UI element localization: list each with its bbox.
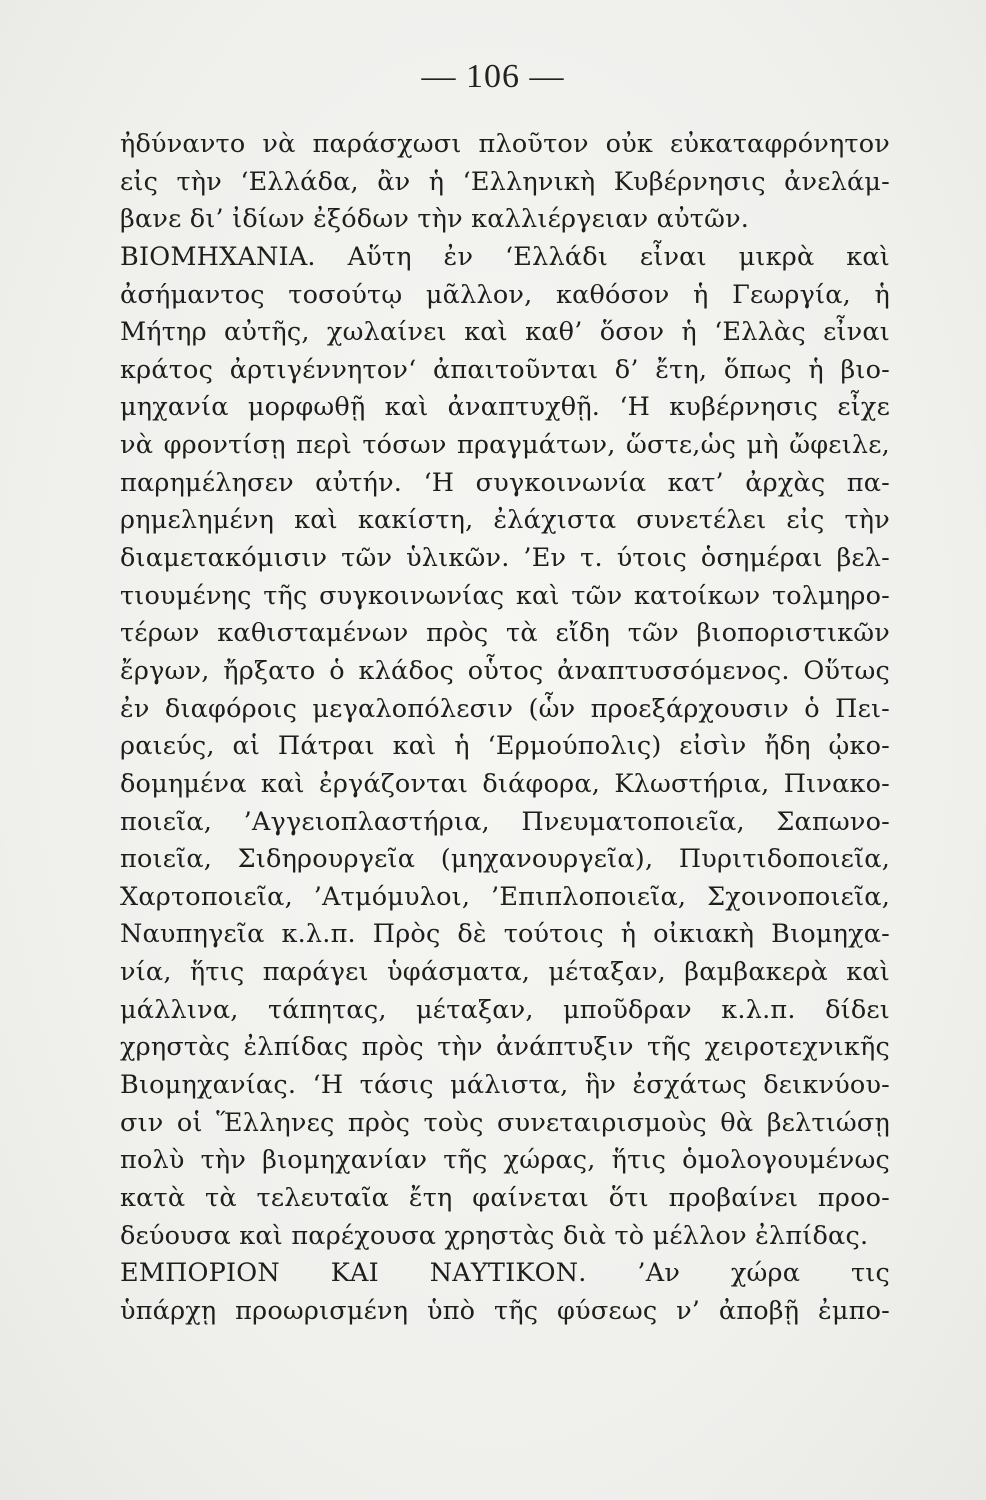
text-line: τέρων καθισταμένων πρὸς τὰ εἴδη τῶν βιοποριστικῶν [120, 618, 890, 649]
text-line: εἰς τὴν ‘Ελλάδα, ἂν ἡ ‘Ελληνικὴ Κυβέρνησις ἀνελάμ- [120, 166, 890, 197]
text-line: ποιεῖα, ’Αγγειοπλαστήρια, Πνευματοποιεῖα, Σαπωνο- [120, 806, 890, 837]
text-line: παρημέλησεν αὐτήν. ‘Η συγκοινωνία κατ’ ἀρχὰς πα- [120, 467, 890, 498]
text-line: βανε δι’ ἰδίων ἐξόδων τὴν καλλιέργειαν αὐτῶν. [120, 204, 750, 235]
section-start-biomichania: ΒΙΟΜΗΧΑΝΙΑ. Αὕτη ἐν ‘Ελλάδι εἶναι μικρὰ καὶ [120, 241, 890, 272]
text-line: μηχανία μορφωθῇ καὶ ἀναπτυχθῇ. ‘Η κυβέρνησις εἶχε [120, 392, 890, 423]
text-line: Βιομηχανίας. ‘Η τάσις μάλιστα, ἣν ἐσχάτως δεικνύου- [120, 1070, 890, 1101]
text-line: ὑπάρχῃ προωρισμένη ὑπὸ τῆς φύσεως ν’ ἀποβῇ ἐμπο- [120, 1295, 890, 1326]
text-line: μάλλινα, τάπητας, μέταξαν, μποῦδραν κ.λ.π. δίδει [120, 994, 890, 1025]
text-line: κατὰ τὰ τελευταῖα ἔτη φαίνεται ὅτι προβαίνει προο- [120, 1182, 890, 1213]
text-line: νὰ φροντίσῃ περὶ τόσων πραγμάτων, ὥστε,ὡς μὴ ὤφειλε, [120, 430, 890, 461]
text-line: διαμετακόμισιν τῶν ὑλικῶν. ’Εν τ. ύτοις ὁσημέραι βελ- [120, 543, 890, 574]
section-start-emporion-kai-naftikon: ΕΜΠΟΡΙΟΝ ΚΑΙ ΝΑΥΤΙΚΟΝ. ’Αν χώρα τις [120, 1258, 890, 1289]
text-line: ἐν διαφόροις μεγαλοπόλεσιν (ὧν προεξάρχουσιν ὁ Πει- [120, 693, 890, 724]
text-line: δομημένα καὶ ἐργάζονται διάφορα, Κλωστήρια, Πινακο- [120, 768, 890, 799]
text-line: τιουμένης τῆς συγκοινωνίας καὶ τῶν κατοίκων τολμηρο- [120, 580, 890, 611]
text-line: ποιεῖα, Σιδηρουργεῖα (μηχανουργεῖα), Πυριτιδοποιεῖα, [120, 844, 890, 875]
text-line: κράτος ἀρτιγέννητον‘ ἀπαιτοῦνται δ’ ἔτη, ὅπως ἡ βιο- [120, 354, 890, 385]
text-line: ρημελημένη καὶ κακίστη, ἐλάχιστα συνετέλει εἰς τὴν [120, 505, 890, 536]
text-line: Ναυπηγεῖα κ.λ.π. Πρὸς δὲ τούτοις ἡ οἰκιακὴ Βιομηχα- [120, 919, 890, 950]
body-text [120, 126, 890, 1331]
text-line: ἔργων, ἤρξατο ὁ κλάδος οὗτος ἀναπτυσσόμενος. Οὕτως [120, 655, 890, 686]
page-number: — 106 — [421, 58, 565, 95]
text-line: σιν οἱ Ἕλληνες πρὸς τοὺς συνεταιρισμοὺς θὰ βελτιώσῃ [120, 1107, 890, 1138]
text-line: ἀσήμαντος τοσούτῳ μᾶλλον, καθόσον ἡ Γεωργία, ἡ [120, 279, 890, 310]
text-line: Μήτηρ αὐτῆς, χωλαίνει καὶ καθ’ ὅσον ἡ ‘Ελλὰς εἶναι [120, 317, 890, 348]
text-line: νία, ἥτις παράγει ὑφάσματα, μέταξαν, βαμβακερὰ καὶ [120, 957, 890, 988]
text-line: χρηστὰς ἐλπίδας πρὸς τὴν ἀνάπτυξιν τῆς χειροτεχνικῆς [120, 1032, 890, 1063]
text-line: πολὺ τὴν βιομηχανίαν τῆς χώρας, ἥτις ὁμολογουμένως [120, 1145, 890, 1176]
text-line: ραιεύς, αἱ Πάτραι καὶ ἡ ‘Ερμούπολις) εἰσὶν ἤδη ᾠκο- [120, 731, 890, 762]
text-line: Χαρτοποιεῖα, ’Ατμόμυλοι, ’Επιπλοποιεῖα, Σχοινοποιεῖα, [120, 881, 890, 912]
text-line: δεύουσα καὶ παρέχουσα χρηστὰς διὰ τὸ μέλλον ἐλπίδας. [120, 1220, 869, 1251]
text-line: ἠδύναντο νὰ παράσχωσι πλοῦτον οὐκ εὐκαταφρόνητον [120, 129, 890, 159]
